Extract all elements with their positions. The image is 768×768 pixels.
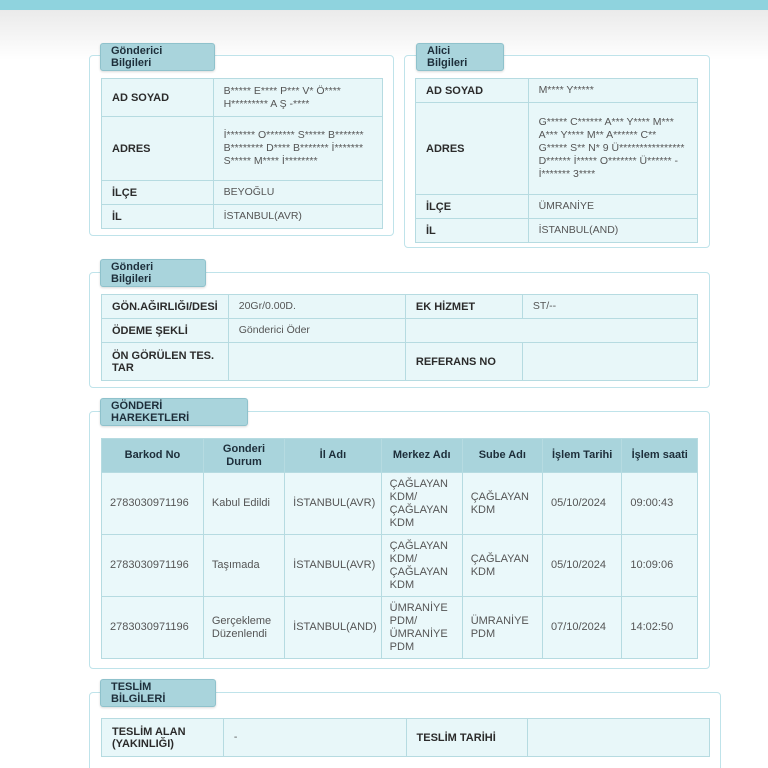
status-cell: Gerçekleme Düzenlendi (203, 597, 284, 659)
receiver-address-label: ADRES (416, 103, 529, 195)
sender-name-row (102, 79, 383, 117)
delivery-row (102, 719, 710, 757)
receiver-district-value: ÜMRANİYE (528, 195, 697, 219)
col-city: İl Adı (285, 439, 382, 473)
receiver-district-label: İLÇE (416, 195, 529, 219)
estimated-date-value (228, 343, 405, 381)
movements-panel-title: GÖNDERİ HAREKETLERİ (100, 398, 248, 426)
barcode-cell: 2783030971196 (102, 597, 204, 659)
receiver-district-row (416, 195, 698, 219)
receiver-address-value: G***** C****** A*** Y**** M*** A*** Y**** M** A****** C** G***** S** N* 9 Ü**************** D****** İ***** O******* Ü****** - İ******* 3**** (528, 103, 697, 195)
status-cell: Taşımada (203, 535, 284, 597)
reference-label: REFERANS NO (405, 343, 522, 381)
delivery-panel-title: TESLİM BİLGİLERİ (100, 679, 216, 707)
receiver-city-row (416, 219, 698, 243)
shipment-weight-row (102, 295, 698, 319)
receiver-name-label: AD SOYAD (416, 79, 529, 103)
time-cell: 09:00:43 (622, 473, 698, 535)
sender-district-row (102, 181, 383, 205)
col-center: Merkez Adı (381, 439, 462, 473)
date-cell: 07/10/2024 (542, 597, 621, 659)
receiver-table (415, 78, 698, 243)
date-cell: 05/10/2024 (542, 535, 621, 597)
extra-service-value: ST/-- (522, 295, 697, 319)
sender-table (101, 78, 383, 229)
received-by-label: TESLİM ALAN (YAKINLIĞI) (102, 719, 224, 757)
weight-label: GÖN.AĞIRLIĞI/DESİ (102, 295, 229, 319)
status-cell: Kabul Edildi (203, 473, 284, 535)
sender-city-row (102, 205, 383, 229)
movements-table (101, 438, 698, 659)
date-cell: 05/10/2024 (542, 473, 621, 535)
table-row (102, 535, 698, 597)
movements-header-row (102, 439, 698, 473)
delivery-date-label: TESLİM TARİHİ (406, 719, 528, 757)
center-cell: ÜMRANİYE PDM/ ÜMRANİYE PDM (381, 597, 462, 659)
shipment-estimate-row (102, 343, 698, 381)
estimated-date-label: ÖN GÖRÜLEN TES. TAR (102, 343, 229, 381)
col-time: İşlem saati (622, 439, 698, 473)
receiver-city-label: İL (416, 219, 529, 243)
payment-empty-cell (405, 319, 697, 343)
receiver-city-value: İSTANBUL(AND) (528, 219, 697, 243)
branch-cell: ÜMRANİYE PDM (462, 597, 542, 659)
time-cell: 10:09:06 (622, 535, 698, 597)
city-cell: İSTANBUL(AND) (285, 597, 382, 659)
delivery-date-value (528, 719, 710, 757)
time-cell: 14:02:50 (622, 597, 698, 659)
city-cell: İSTANBUL(AVR) (285, 473, 382, 535)
branch-cell: ÇAĞLAYAN KDM (462, 535, 542, 597)
sender-panel-title: Gönderici Bilgileri (100, 43, 215, 71)
col-date: İşlem Tarihi (542, 439, 621, 473)
receiver-address-row (416, 103, 698, 195)
branch-cell: ÇAĞLAYAN KDM (462, 473, 542, 535)
sender-address-value: İ******* O******* S***** B******* B******** D**** B******* İ******* S***** M**** İ******** (213, 117, 382, 181)
sender-address-row (102, 117, 383, 181)
city-cell: İSTANBUL(AVR) (285, 535, 382, 597)
table-row (102, 597, 698, 659)
sender-address-label: ADRES (102, 117, 214, 181)
reference-value (522, 343, 697, 381)
shipment-panel-title: Gönderi Bilgileri (100, 259, 206, 287)
sender-district-value: BEYOĞLU (213, 181, 382, 205)
receiver-name-row (416, 79, 698, 103)
sender-name-value: B***** E**** P*** V* Ö**** H********* A Ş -**** (213, 79, 382, 117)
barcode-cell: 2783030971196 (102, 473, 204, 535)
delivery-table (101, 718, 710, 757)
center-cell: ÇAĞLAYAN KDM/ ÇAĞLAYAN KDM (381, 473, 462, 535)
col-branch: Sube Adı (462, 439, 542, 473)
sender-city-label: İL (102, 205, 214, 229)
shipment-table (101, 294, 698, 381)
sender-name-label: AD SOYAD (102, 79, 214, 117)
col-barcode: Barkod No (102, 439, 204, 473)
shipment-payment-row (102, 319, 698, 343)
table-row (102, 473, 698, 535)
sender-district-label: İLÇE (102, 181, 214, 205)
sender-city-value: İSTANBUL(AVR) (213, 205, 382, 229)
receiver-name-value: M**** Y***** (528, 79, 697, 103)
payment-label: ÖDEME ŞEKLİ (102, 319, 229, 343)
center-cell: ÇAĞLAYAN KDM/ ÇAĞLAYAN KDM (381, 535, 462, 597)
received-by-value: - (223, 719, 406, 757)
barcode-cell: 2783030971196 (102, 535, 204, 597)
top-bar (0, 0, 768, 10)
extra-service-label: EK HİZMET (405, 295, 522, 319)
weight-value: 20Gr/0.00D. (228, 295, 405, 319)
payment-value: Gönderici Öder (228, 319, 405, 343)
col-status: Gonderi Durum (203, 439, 284, 473)
receiver-panel-title: Alici Bilgileri (416, 43, 504, 71)
